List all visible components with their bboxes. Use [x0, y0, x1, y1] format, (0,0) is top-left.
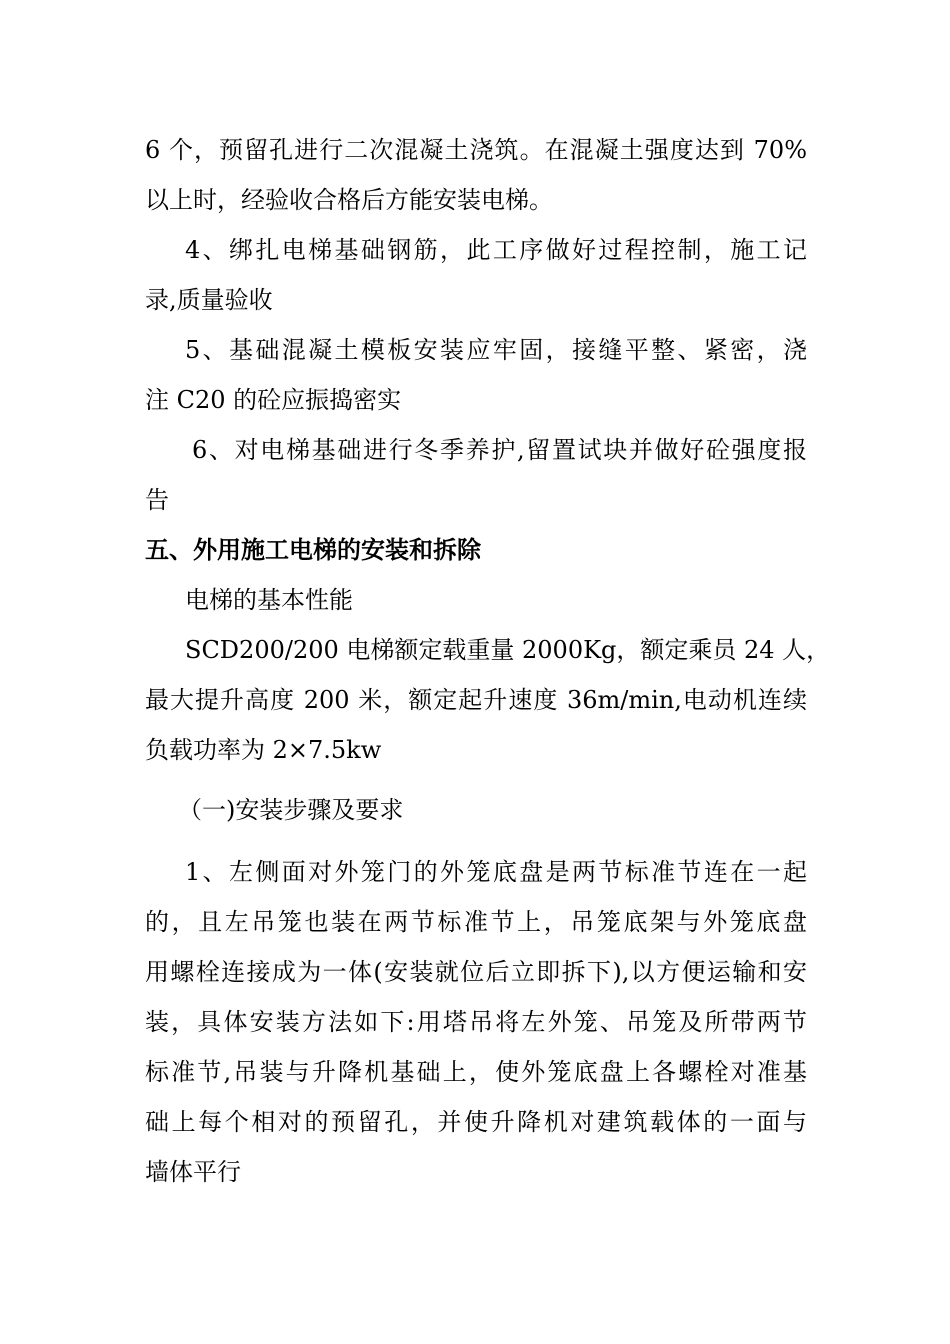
text-line: 负载功率为 2×7.5kw — [145, 736, 382, 764]
text-line: 标准节,吊装与升降机基础上，使外笼底盘上各螺栓对准基 — [145, 1058, 807, 1086]
text-line: 的，且左吊笼也装在两节标准节上，吊笼底架与外笼底盘 — [145, 908, 807, 936]
paragraph-item-4: 4、绑扎电梯基础钢筋，此工序做好过程控制，施工记 — [185, 236, 807, 264]
subheading-basic-performance: 电梯的基本性能 — [185, 586, 353, 614]
section-heading: 五、外用施工电梯的安装和拆除 — [145, 535, 481, 564]
text-line: 6 个，预留孔进行二次混凝土浇筑。在混凝土强度达到 70% — [145, 136, 807, 164]
text-line: 墙体平行 — [145, 1158, 241, 1186]
text-line: SCD200/200 电梯额定载重量 2000Kg，额定乘员 24 人， — [185, 636, 831, 664]
paragraph-item-5: 5、基础混凝土模板安装应牢固，接缝平整、紧密，浇 — [185, 336, 807, 364]
text-line: 础上每个相对的预留孔，并使升降机对建筑载体的一面与 — [145, 1108, 807, 1136]
text-line: 告 — [145, 486, 169, 514]
paragraph-item-1: 1、左侧面对外笼门的外笼底盘是两节标准节连在一起 — [185, 858, 807, 886]
text-line: 注 C20 的砼应振捣密实 — [145, 386, 402, 414]
text-line: 用螺栓连接成为一体(安装就位后立即拆下),以方便运输和安 — [145, 958, 807, 986]
paragraph-item-6: 6、对电梯基础进行冬季养护,留置试块并做好砼强度报 — [192, 436, 807, 464]
text-line: 录,质量验收 — [145, 286, 273, 314]
text-line: 以上时，经验收合格后方能安装电梯。 — [145, 186, 553, 214]
subheading-installation-steps: （一)安装步骤及要求 — [178, 796, 404, 824]
text-line: 最大提升高度 200 米，额定起升速度 36m/min,电动机连续 — [145, 686, 807, 714]
text-line: 装，具体安装方法如下:用塔吊将左外笼、吊笼及所带两节 — [145, 1008, 807, 1036]
